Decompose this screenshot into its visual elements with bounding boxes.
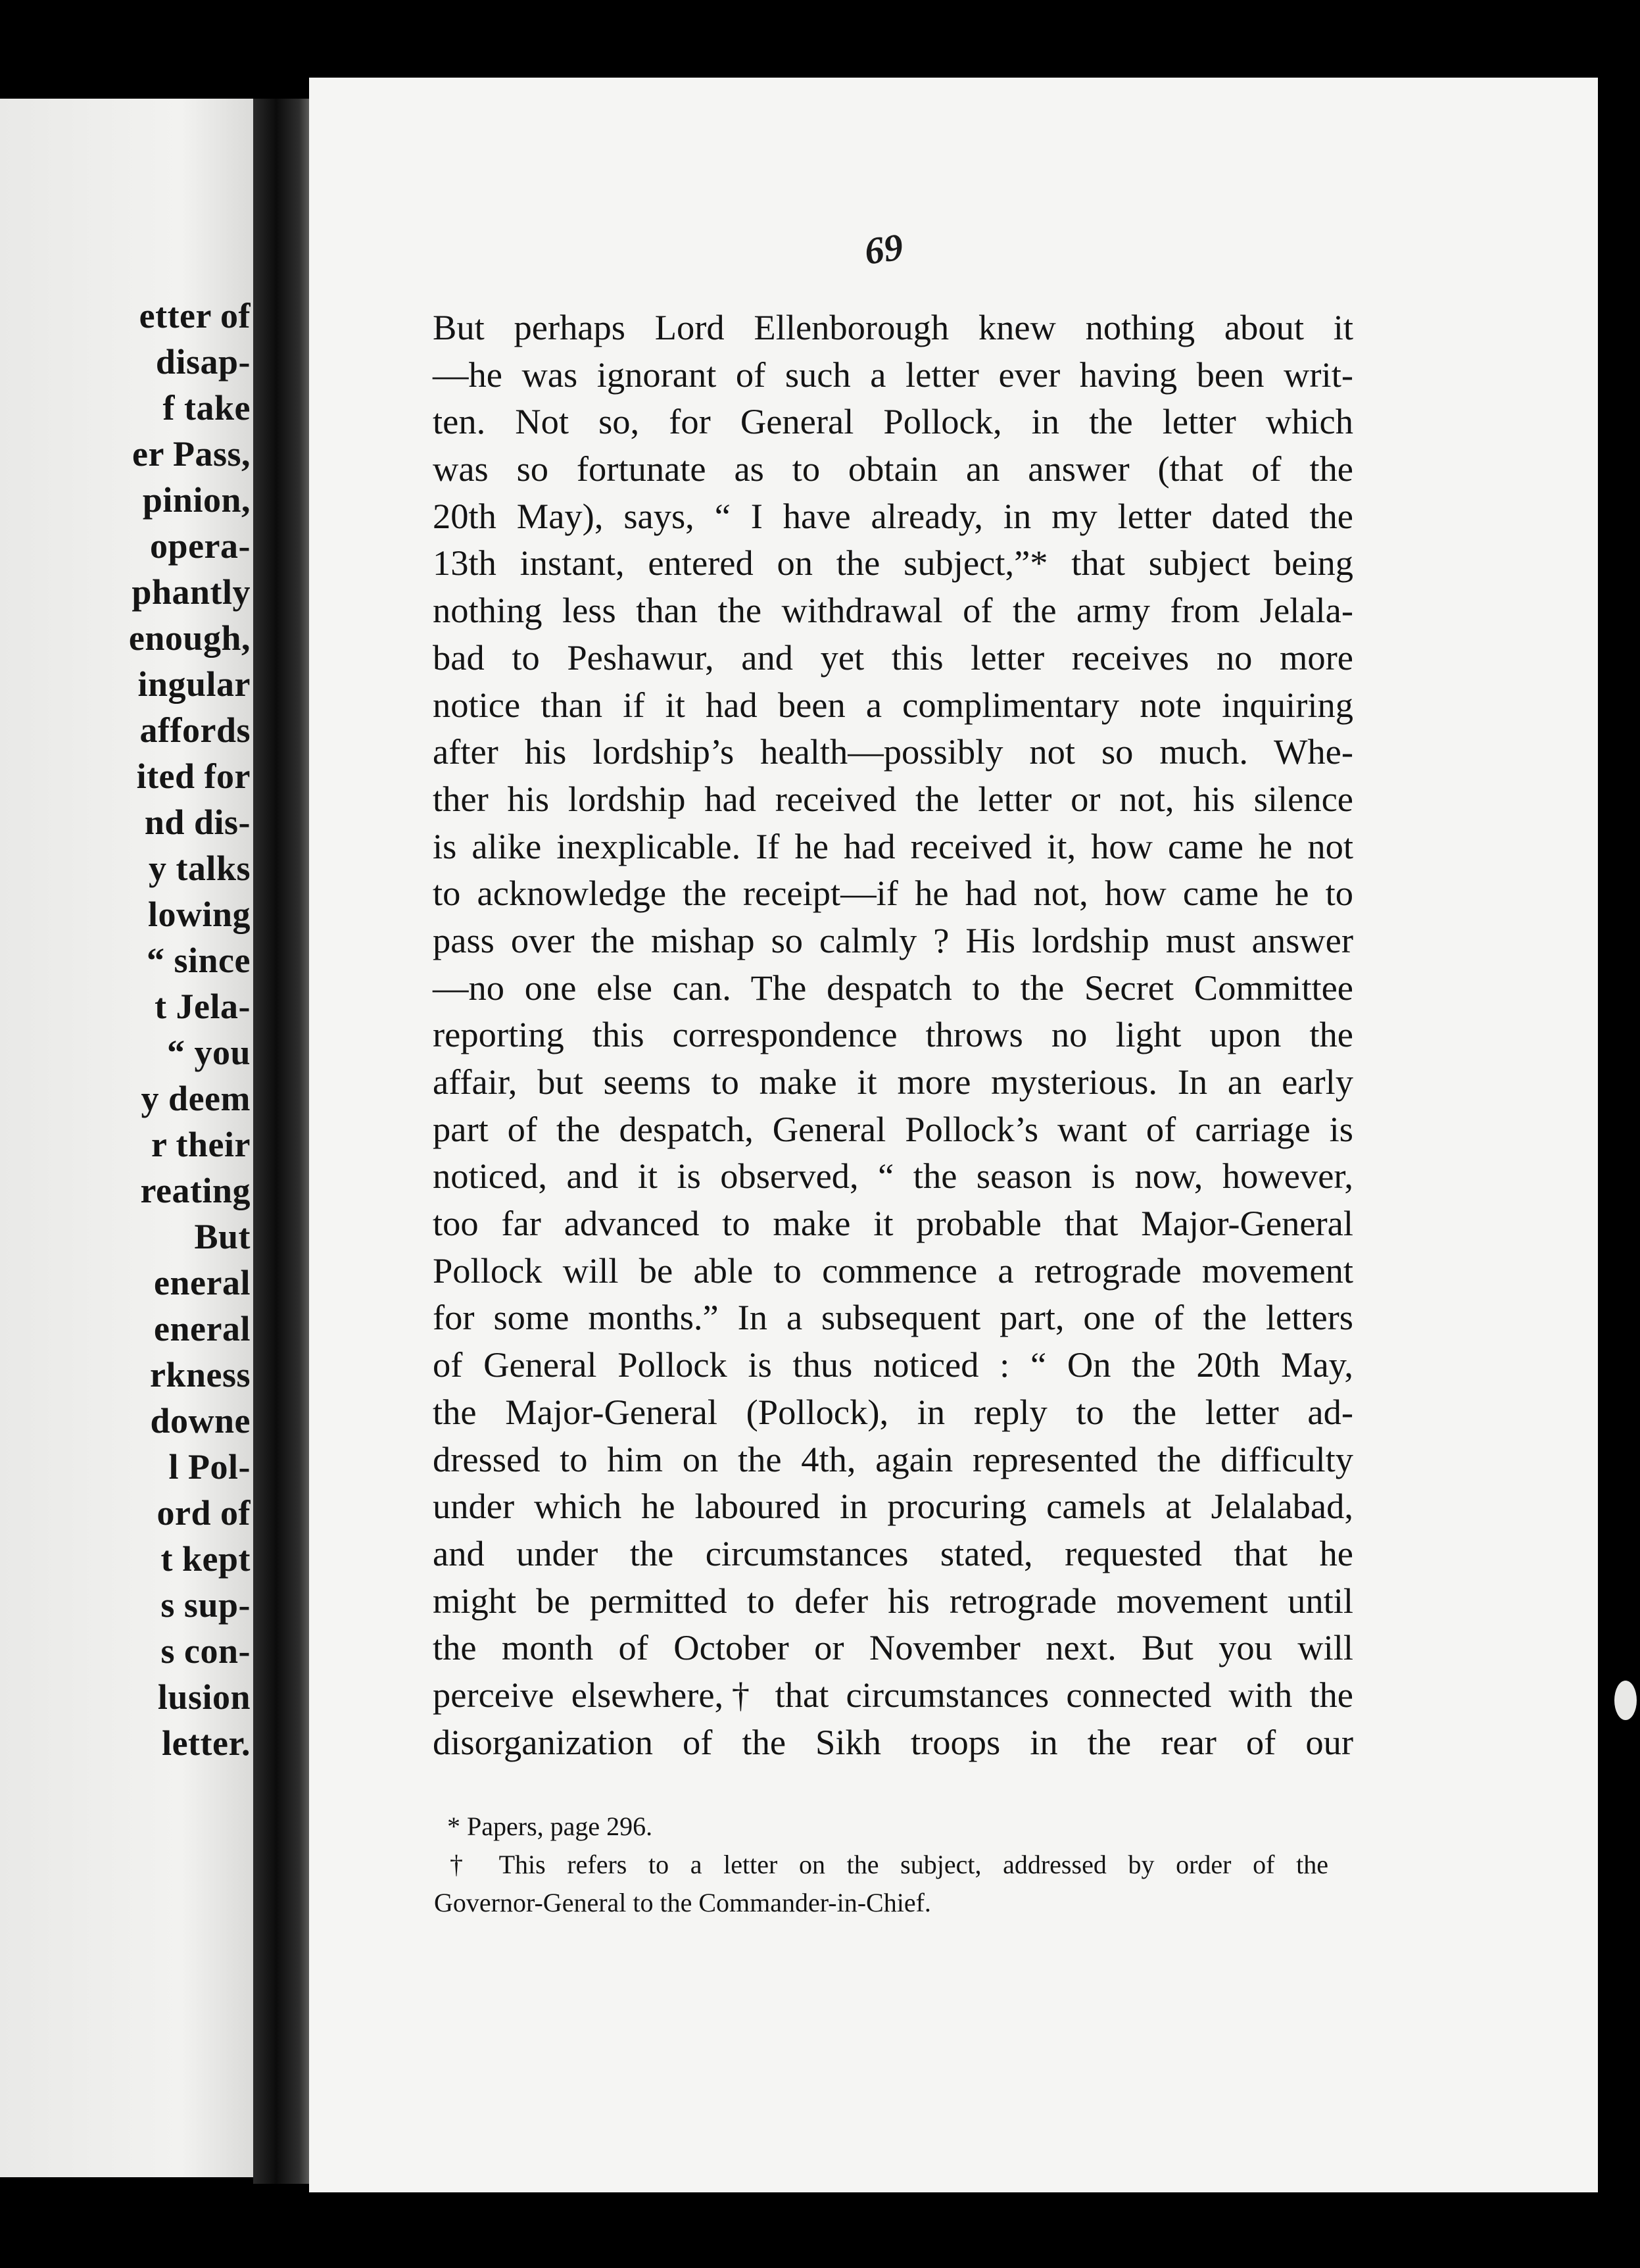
previous-page-line: er Pass, [132, 434, 251, 474]
text-line: dressed to him on the 4th, again represented the difficulty [433, 1439, 1353, 1479]
previous-page-line: ord of [157, 1493, 251, 1533]
text-line: bad to Peshawur, and yet this letter receives no more [433, 637, 1353, 678]
text-line: was so fortunate as to obtain an answer (that of the [433, 449, 1353, 489]
text-line: pass over the mishap so calmly ? His lordship must answer [433, 920, 1353, 960]
page-number: 69 [861, 225, 906, 273]
text-line: reporting this correspondence throws no light upon the [433, 1014, 1353, 1055]
previous-page-line: r their [151, 1125, 251, 1164]
text-line: ther his lordship had received the letter or not, his silence [433, 778, 1353, 819]
text-line: under which he laboured in procuring camels at Jelalabad, [433, 1486, 1353, 1527]
footnote-letter: † This refers to a letter on the subject, addressed by order of the [450, 1850, 1328, 1879]
text-line: of General Pollock is thus noticed : “ On the 20th May, [433, 1344, 1353, 1385]
previous-page-line: eneral [154, 1309, 251, 1348]
previous-page-line: “ you [166, 1033, 251, 1072]
text-line: too far advanced to make it probable that Major-General [433, 1203, 1353, 1244]
text-line: might be permitted to defer his retrograde movement until [433, 1580, 1353, 1621]
text-line: noticed, and it is observed, “ the season is now, however, [433, 1156, 1353, 1196]
previous-page-line: But [194, 1217, 251, 1256]
text-line: nothing less than the withdrawal of the army from Jelala- [433, 590, 1353, 631]
previous-page-line: pinion, [142, 480, 251, 520]
previous-page-line: lowing [147, 895, 251, 934]
previous-page-line: ited for [136, 756, 251, 796]
previous-page-line: eneral [154, 1263, 251, 1302]
text-line: 20th May), says, “ I have already, in my letter dated the [433, 495, 1353, 536]
text-line: the month of October or November next. But you will [433, 1627, 1353, 1668]
previous-page-line: y deem [141, 1079, 251, 1118]
previous-page-line: lusion [157, 1677, 251, 1717]
previous-page-line: letter. [162, 1723, 251, 1763]
previous-page-line: y talks [148, 849, 251, 888]
text-line: Pollock will be able to commence a retrograde movement [433, 1250, 1353, 1291]
text-line: 13th instant, entered on the subject,”* that subject being [433, 543, 1353, 583]
text-line: the Major-General (Pollock), in reply to the letter ad- [433, 1391, 1353, 1432]
previous-page-text [129, 293, 251, 1766]
previous-page-line: l Pol- [168, 1447, 251, 1487]
text-line: to acknowledge the receipt—if he had not, how came he to [433, 873, 1353, 914]
text-line: But perhaps Lord Ellenborough knew nothing about it [433, 307, 1353, 347]
previous-page-line: f take [162, 388, 251, 428]
previous-page-line: nd dis- [144, 802, 251, 842]
text-line: part of the despatch, General Pollock’s want of carriage is [433, 1108, 1353, 1149]
previous-page-line: downe [150, 1401, 251, 1441]
previous-page-line: phantly [132, 572, 251, 612]
previous-page [0, 99, 260, 2177]
text-line: is alike inexplicable. If he had received it, how came he not [433, 826, 1353, 866]
text-line: and under the circumstances stated, requested that he [433, 1533, 1353, 1573]
previous-page-line: reating [140, 1171, 251, 1210]
previous-page-line: ingular [137, 664, 251, 704]
previous-page-line: t Jela- [155, 987, 251, 1026]
previous-page-line: s sup- [160, 1585, 251, 1625]
text-line: notice than if it had been a complimentary note inquiring [433, 684, 1353, 725]
previous-page-line: s con- [160, 1631, 251, 1671]
text-line: perceive elsewhere,† that circumstances connected with the [433, 1674, 1353, 1715]
text-line: —he was ignorant of such a letter ever having been writ- [433, 354, 1353, 395]
text-line: ten. Not so, for General Pollock, in the letter which [433, 401, 1353, 442]
paper-speck [1614, 1681, 1637, 1720]
previous-page-line: disap- [155, 342, 251, 382]
previous-page-line: “ since [147, 941, 251, 980]
footnote-papers: * Papers, page 296. [447, 1812, 653, 1841]
previous-page-line: opera- [150, 526, 251, 566]
text-line: affair, but seems to make it more mysterious. In an early [433, 1062, 1353, 1102]
page-body-text [433, 304, 1353, 1765]
text-line: —no one else can. The despatch to the Secret Committee [433, 967, 1353, 1008]
text-line: after his lordship’s health—possibly not so much. Whe- [433, 731, 1353, 772]
previous-page-line: enough, [128, 618, 251, 658]
text-line: disorganization of the Sikh troops in the rear of our [433, 1721, 1353, 1762]
previous-page-line: etter of [139, 296, 251, 335]
footnotes [434, 1808, 1328, 1922]
previous-page-line: rkness [149, 1355, 251, 1394]
previous-page-line: affords [139, 710, 251, 750]
previous-page-line: t kept [160, 1539, 251, 1579]
footnote-letter-continued: Governor-General to the Commander-in-Chief. [434, 1888, 931, 1917]
text-line: for some months.” In a subsequent part, one of the letters [433, 1297, 1353, 1338]
